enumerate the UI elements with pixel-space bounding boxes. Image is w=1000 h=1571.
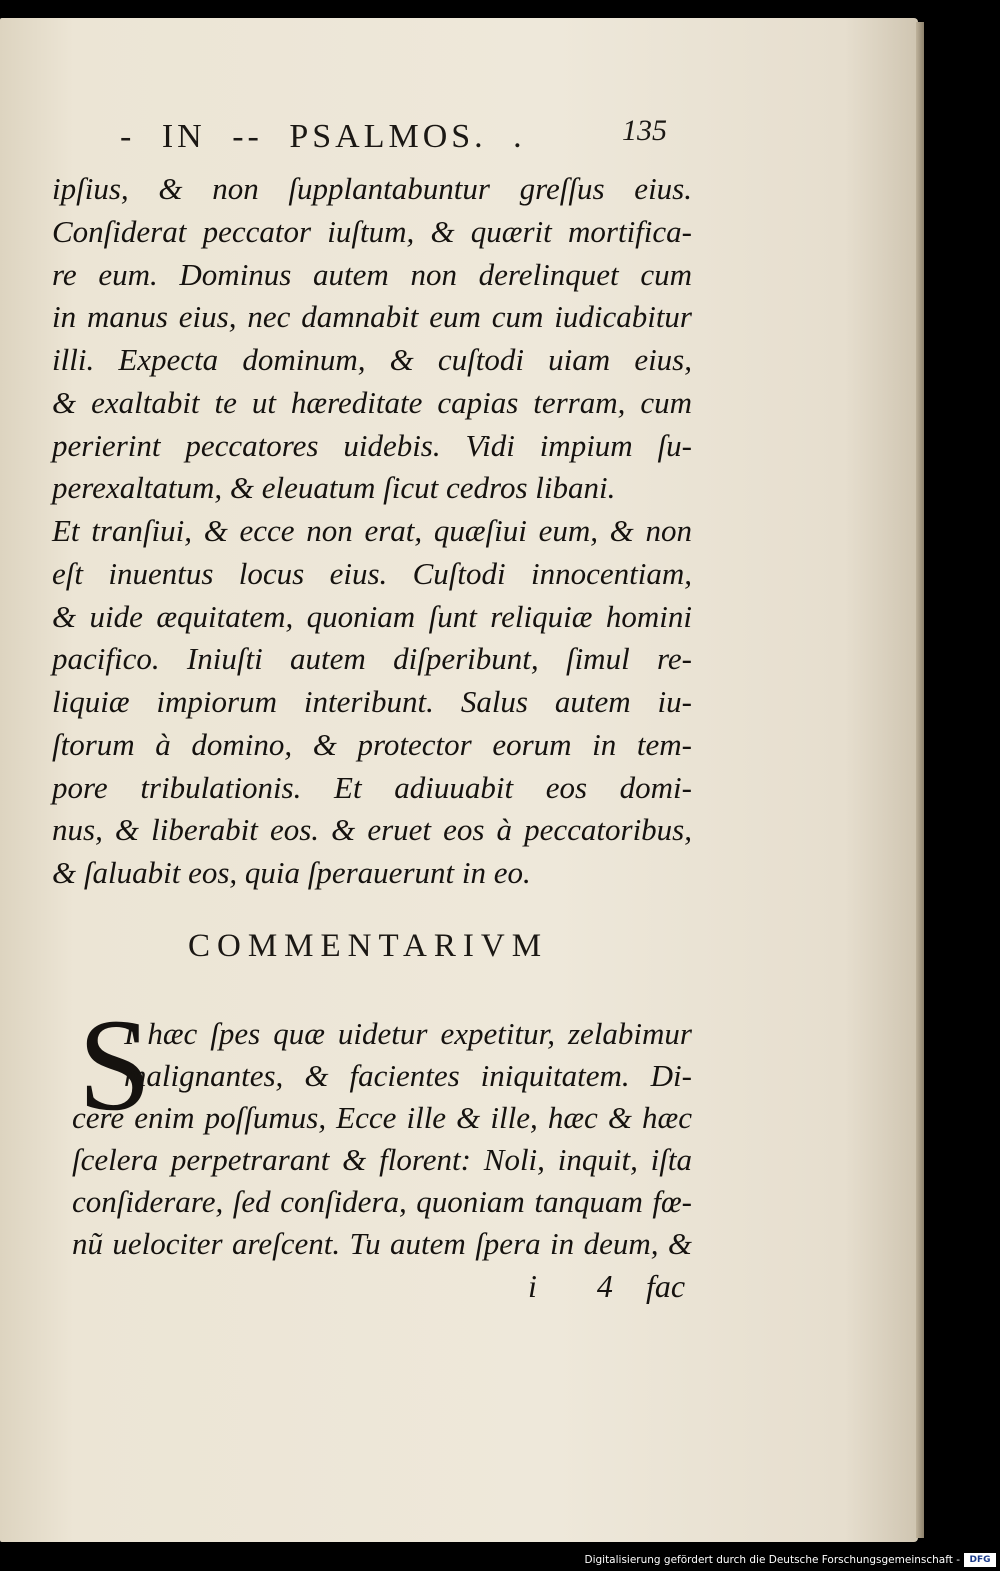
digitization-footer bbox=[0, 1550, 1000, 1571]
text-line: re eum. Dominus autem non derelinquet cum bbox=[52, 256, 692, 292]
text-line: I hæc ſpes quæ uidetur expetitur, zelabimur bbox=[124, 1016, 692, 1051]
text-line: & uide æquitatem, quoniam ſunt reliquiæ homini bbox=[52, 598, 692, 634]
text-line: pore tribulationis. Et adiuuabit eos domi- bbox=[52, 769, 692, 805]
text-line: perexaltatum, & eleuatum ſicut cedros libani. bbox=[52, 470, 616, 506]
page-number: 135 bbox=[622, 114, 667, 147]
text-line: illi. Expecta dominum, & cuſtodi uiam eius, bbox=[52, 342, 692, 377]
text-line: liquiæ impiorum interibunt. Salus autem iu- bbox=[52, 684, 692, 719]
text-line: in manus eius, nec damnabit eum cum iudicabitur bbox=[52, 299, 692, 335]
section-title: COMMENTARIVM bbox=[188, 928, 549, 964]
text-line: ſcelera perpetrarant & florent: Noli, inquit, iſta bbox=[72, 1142, 692, 1177]
catchline bbox=[0, 1268, 918, 1312]
running-head-title: - IN -- PSALMOS. . bbox=[120, 118, 526, 155]
text-line: ſtorum à domino, & protector eorum in tem- bbox=[52, 726, 692, 762]
text-line: Conſiderat peccator iuſtum, & quærit mortifica- bbox=[52, 213, 692, 249]
footer-credit: Digitalisierung gefördert durch die Deutsche Forschungsgemeinschaft - bbox=[584, 1554, 960, 1566]
catchword: fac bbox=[646, 1268, 686, 1304]
text-line: ipſius, & non ſupplantabuntur greſſus eius. bbox=[52, 171, 692, 206]
text-line: Et tranſiui, & ecce non erat, quæſiui eum, & non bbox=[52, 513, 692, 548]
text-line: & ſaluabit eos, quia ſperauerunt in eo. bbox=[52, 855, 531, 890]
signature-mark: i 4 bbox=[528, 1268, 639, 1304]
text-line: eſt inuentus locus eius. Cuſtodi innocentiam, bbox=[52, 555, 692, 591]
commentary-text bbox=[72, 1013, 692, 1265]
book-page bbox=[0, 18, 918, 1542]
text-line: perierint peccatores uidebis. Vidi impium ſu- bbox=[52, 427, 692, 463]
text-line: conſiderare, ſed conſidera, quoniam tanquam fœ- bbox=[72, 1184, 692, 1219]
dfg-logo: DFG bbox=[964, 1553, 996, 1567]
text-line: & exaltabit te ut hæreditate capias terram, cum bbox=[52, 384, 692, 420]
running-head bbox=[0, 114, 918, 168]
text-line: cere enim poſſumus, Ecce ille & ille, hæc & hæc bbox=[72, 1100, 692, 1135]
text-line: nũ uelociter areſcent. Tu autem ſpera in deum, & bbox=[72, 1226, 692, 1261]
text-line: malignantes, & facientes iniquitatem. Di- bbox=[124, 1058, 692, 1093]
drop-capital: S bbox=[78, 991, 152, 1138]
text-line: pacifico. Iniuſti autem diſperibunt, ſimul re- bbox=[52, 641, 692, 677]
text-line: nus, & liberabit eos. & eruet eos à peccatoribus, bbox=[52, 812, 692, 848]
psalm-text bbox=[52, 168, 692, 895]
